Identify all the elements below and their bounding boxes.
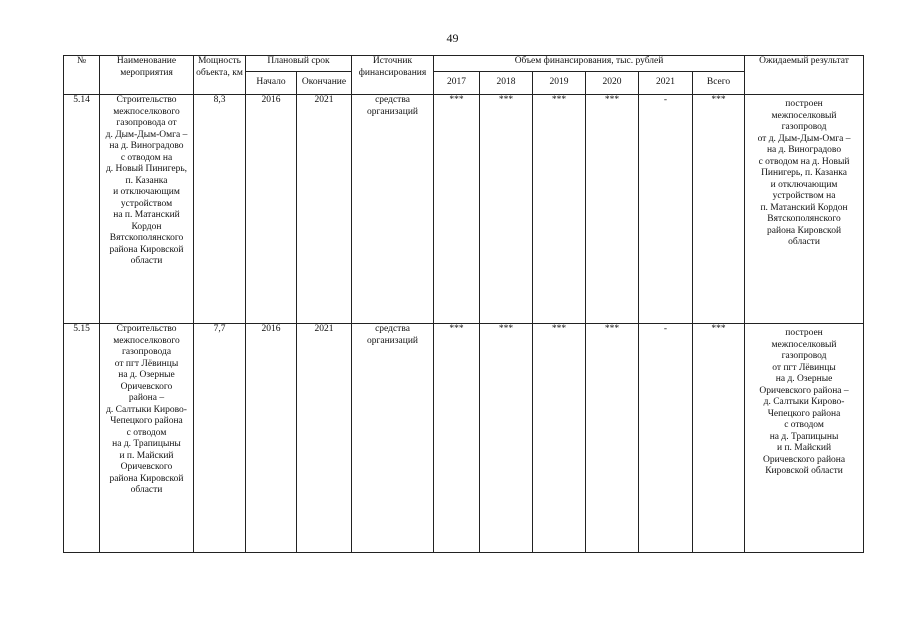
row-2021: -: [639, 95, 693, 324]
row-start: 2016: [246, 95, 297, 324]
header-name: Наименование мероприятия: [100, 56, 194, 95]
row-source: средства организаций: [352, 95, 434, 324]
header-year-2017: 2017: [434, 72, 480, 95]
header-source: Источник финансирования: [352, 56, 434, 95]
row-2017: ***: [434, 324, 480, 553]
row-2021: -: [639, 324, 693, 553]
row-num: 5.14: [64, 95, 100, 324]
table-row: [64, 324, 864, 553]
header-year-2021: 2021: [639, 72, 693, 95]
header-num: №: [64, 56, 100, 95]
header-total: Всего: [693, 72, 745, 95]
row-2017: ***: [434, 95, 480, 324]
row-end: 2021: [297, 324, 352, 553]
row-result: построен межпоселковый газопровод от д. Дым-Дым-Омга – на д. Виноградово с отводом на д. Новый Пинигерь, п. Казанка и отключающим устройством на п. Матанский Кордон Вятскополянского района Кировской области: [745, 95, 864, 324]
table-row: [64, 95, 864, 324]
row-result: построен межпоселковый газопровод от пгт Лёвинцы на д. Озерные Оричевского района – д. Салтыки Кирово- Чепецкого района с отводом на д. Трапицыны и п. Майский Оричевского района Кировской области: [745, 324, 864, 553]
row-name: Строительство межпоселкового газопровода от пгт Лёвинцы на д. Озерные Оричевского района – д. Салтыки Кирово- Чепецкого района с отводом на д. Трапицыны и п. Майский Оричевского района Кировской области: [100, 324, 194, 553]
row-name: Строительство межпоселкового газопровода от д. Дым-Дым-Омга – на д. Виноградово с отводом на д. Новый Пинигерь, п. Казанка и отключающим устройством на п. Матанский Кордон Вятскополянского района Кировской области: [100, 95, 194, 324]
row-end: 2021: [297, 95, 352, 324]
row-capacity: 8,3: [194, 95, 246, 324]
header-end: Окончание: [297, 72, 352, 95]
header-planned-period: Плановый срок: [246, 56, 352, 72]
header-year-2018: 2018: [480, 72, 533, 95]
row-2018: ***: [480, 324, 533, 553]
row-2019: ***: [533, 324, 586, 553]
row-2018: ***: [480, 95, 533, 324]
row-2020: ***: [586, 324, 639, 553]
page-number: 49: [446, 31, 459, 45]
row-2020: ***: [586, 95, 639, 324]
row-total: ***: [693, 95, 745, 324]
row-total: ***: [693, 324, 745, 553]
header-start: Начало: [246, 72, 297, 95]
row-source: средства организаций: [352, 324, 434, 553]
row-start: 2016: [246, 324, 297, 553]
row-2019: ***: [533, 95, 586, 324]
table-header-row-1: [64, 56, 864, 72]
header-year-2020: 2020: [586, 72, 639, 95]
row-capacity: 7,7: [194, 324, 246, 553]
header-capacity: Мощность объекта, км: [194, 56, 246, 95]
row-num: 5.15: [64, 324, 100, 553]
header-funding: Объем финансирования, тыс. рублей: [434, 56, 745, 72]
header-year-2019: 2019: [533, 72, 586, 95]
financing-table: [63, 55, 864, 553]
header-result: Ожидаемый результат: [745, 56, 864, 95]
